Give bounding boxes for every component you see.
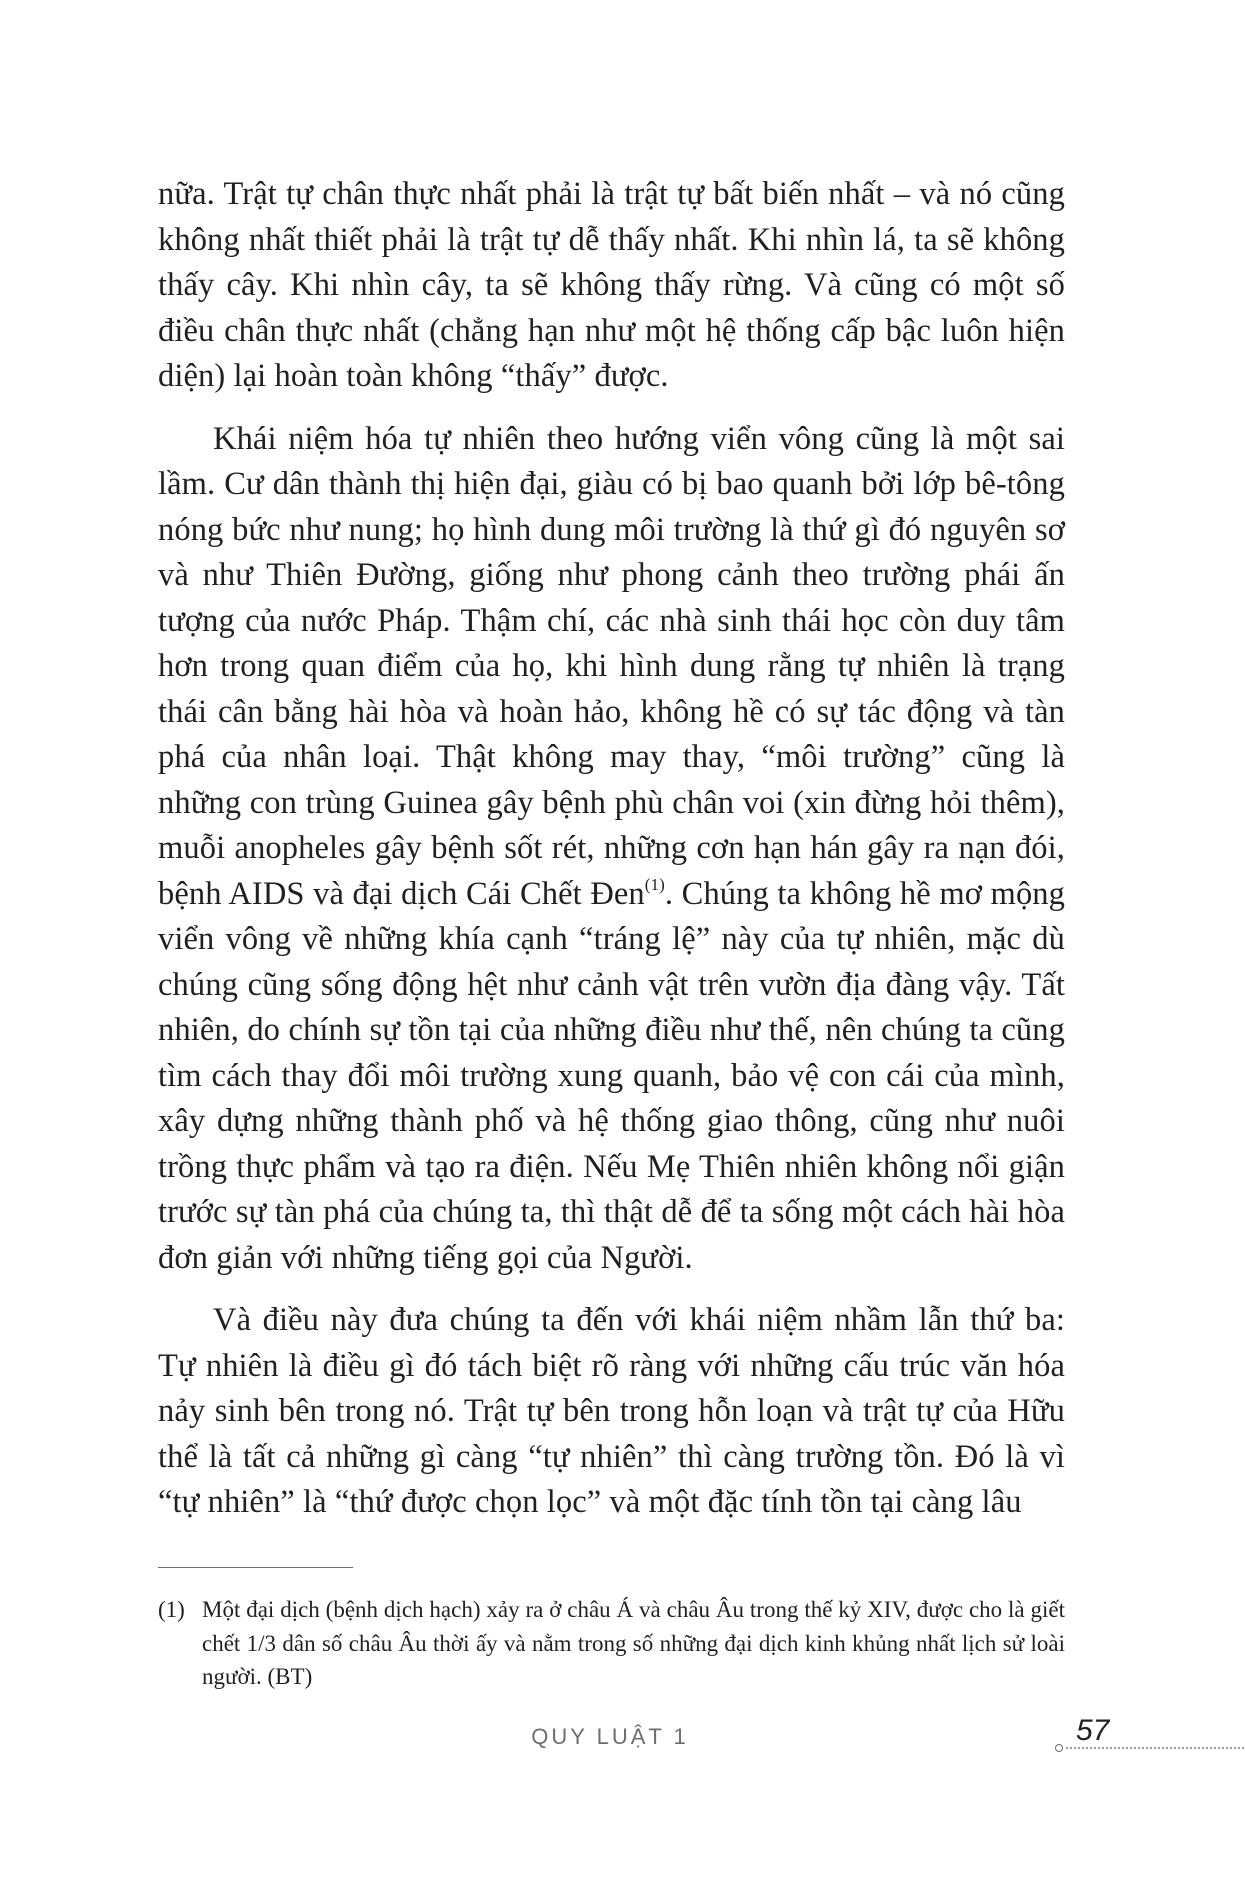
page-number: 57 bbox=[1076, 1714, 1110, 1747]
paragraph-2-text-start: Khái niệm hóa tự nhiên theo hướng viển vông cũng là một sai lầm. Cư dân thành thị hiện đại, giàu có bị bao quanh bởi lớp bê-tông nóng bức như nung; họ hình dung môi trường là thứ gì đó nguyên sơ và như Thiên Đường, giống như phong cảnh theo trường phái ấn tượng của nước Pháp. Thậm chí, các nhà sinh thái học còn duy tâm hơn trong quan điểm của họ, khi hình dung rằng tự nhiên là trạng thái cân bằng hài hòa và hoàn hảo, không hề có sự tác động và tàn phá của nhân loại. Thật không may thay, “môi trường” cũng là những con trùng Guinea gây bệnh phù chân voi (xin đừng hỏi thêm), muỗi anopheles gây bệnh sốt rét, những cơn hạn hán gây ra nạn đói, bệnh AIDS và đại dịch Cái Chết Đen bbox=[158, 420, 1065, 912]
footnote-reference: (1) bbox=[644, 874, 665, 894]
folio-dotted-line bbox=[1066, 1747, 1244, 1749]
paragraph-3: Và điều này đưa chúng ta đến với khái niệm nhầm lẫn thứ ba: Tự nhiên là điều gì đó tách biệt rõ ràng với những cấu trúc văn hóa nảy sinh bên trong nó. Trật tự bên trong hỗn loạn và trật tự của Hữu thể là tất cả những gì càng “tự nhiên” thì càng trường tồn. Đó là vì “tự nhiên” là “thứ được chọn lọc” và một đặc tính tồn tại càng lâu bbox=[158, 1302, 1065, 1520]
paragraph-2-text-end: . Chúng ta không hề mơ mộng viển vông về những khía cạnh “tráng lệ” này của tự nhiên, mặc dù chúng cũng sống động hệt như cảnh vật trên vườn địa đàng vậy. Tất nhiên, do chính sự tồn tại của những điều như thế, nên chúng ta cũng tìm cách thay đổi môi trường xung quanh, bảo vệ con cái của mình, xây dựng những thành phố và hệ thống giao thông, cũng như nuôi trồng thực phẩm và tạo ra điện. Nếu Mẹ Thiên nhiên không nổi giận trước sự tàn phá của chúng ta, thì thật dễ để ta sống một cách hài hòa đơn giản với những tiếng gọi của Người. bbox=[158, 875, 1065, 1276]
footnote-text: Một đại dịch (bệnh dịch hạch) xảy ra ở châu Á và châu Âu trong thế kỷ XIV, được cho là giết chết 1/3 dân số châu Âu thời ấy và nằm trong số những đại dịch kinh khủng nhất lịch sử loài người. (BT) bbox=[202, 1597, 1065, 1689]
folio-circle-ornament bbox=[1055, 1744, 1063, 1752]
running-head: QUY LUẬT 1 bbox=[531, 1724, 689, 1749]
footnote-number: (1) bbox=[158, 1597, 185, 1622]
footnote bbox=[158, 1593, 1065, 1694]
body-text bbox=[158, 172, 1065, 1526]
paragraph-1: nữa. Trật tự chân thực nhất phải là trật tự bất biến nhất – và nó cũng không nhất thiết phải là trật tự dễ thấy nhất. Khi nhìn lá, ta sẽ không thấy cây. Khi nhìn cây, ta sẽ không thấy rừng. Và cũng có một số điều chân thực nhất (chẳng hạn như một hệ thống cấp bậc luôn hiện diện) lại hoàn toàn không “thấy” được. bbox=[158, 176, 1065, 394]
footnote-divider bbox=[158, 1567, 353, 1568]
paragraph-2 bbox=[158, 417, 1065, 1282]
